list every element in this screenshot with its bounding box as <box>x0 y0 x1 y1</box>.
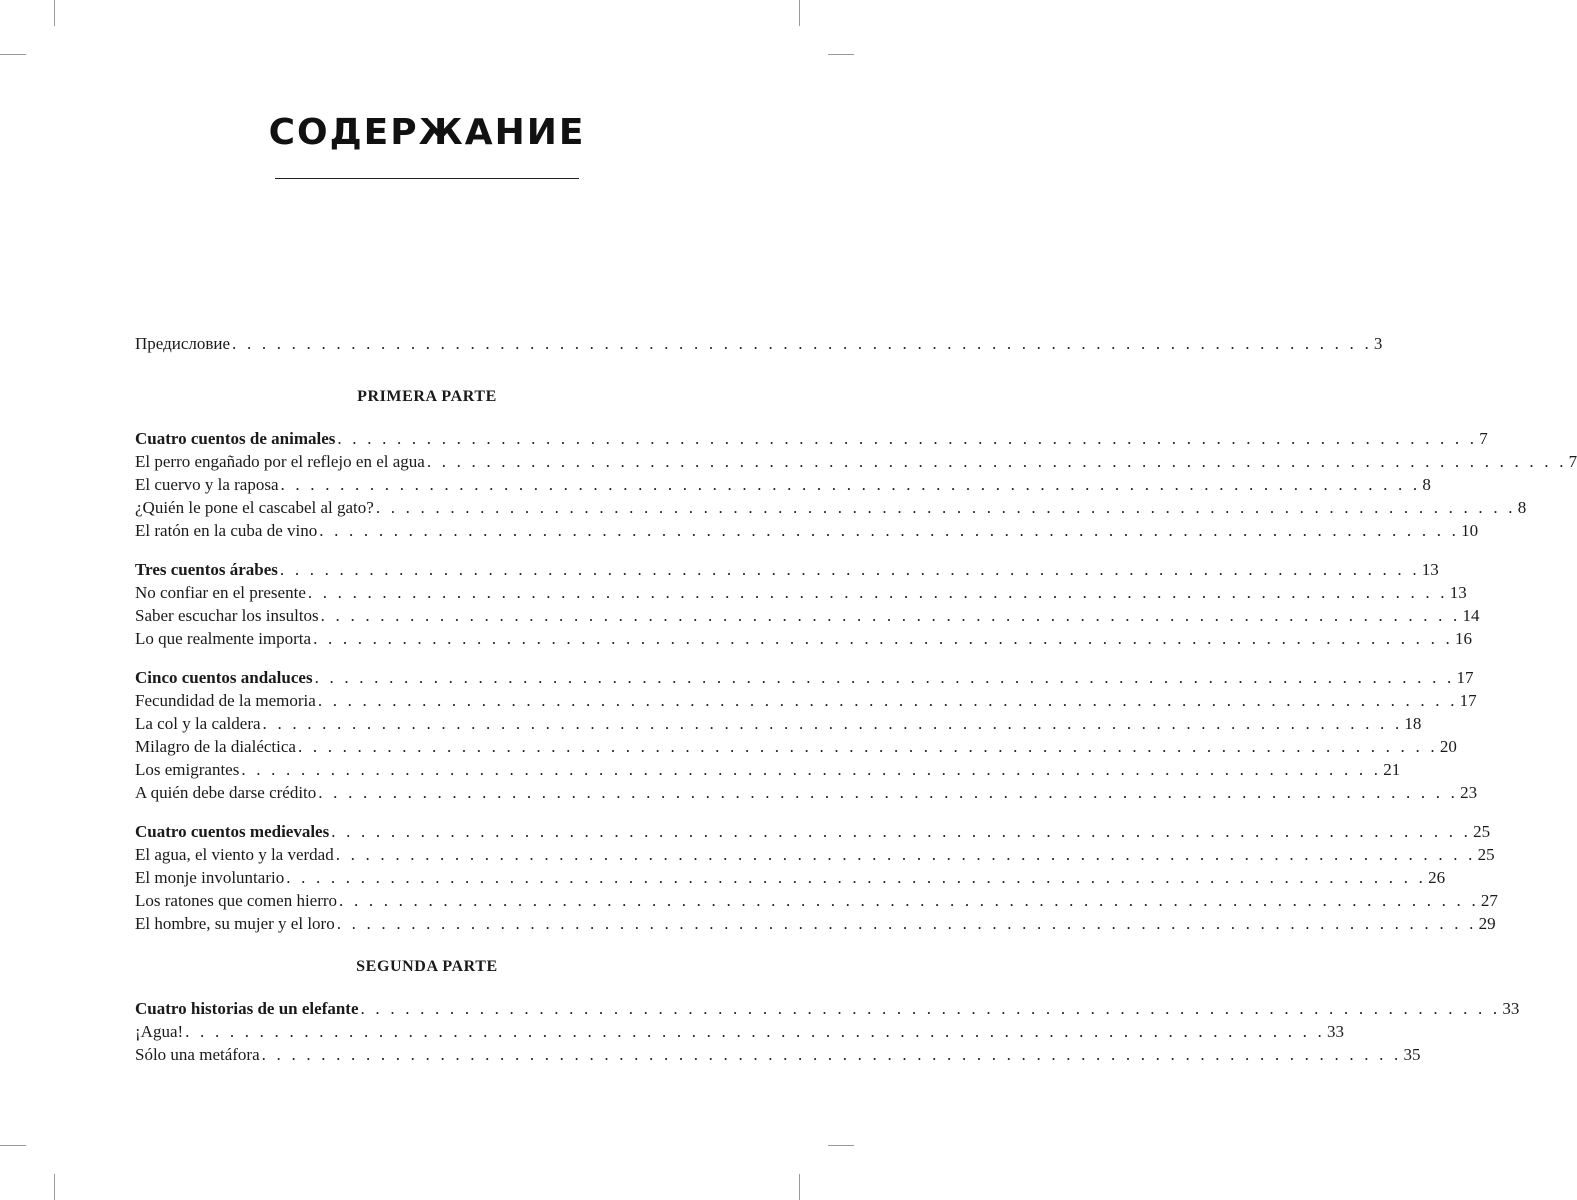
entry-label: Saber escuchar los insultos <box>135 606 319 625</box>
toc-entry[interactable] <box>135 1043 1421 1066</box>
toc-section-title[interactable] <box>135 558 1439 581</box>
dot-leader: . . . . . . . . . . . . . . . . . . . . . . . . . . . . . . . . . . . . . . . . . . . . . . . . . . . . . . . . . . . . . . . . . . . . . . . . . . . . . <box>317 691 1458 710</box>
dot-leader: . . . . . . . . . . . . . . . . . . . . . . . . . . . . . . . . . . . . . . . . . . . . . . . . . . . . . . . . . . . . . . . . . . . . . . . . . . . . . <box>297 737 1438 756</box>
page-number: 8 <box>1517 498 1527 517</box>
part-heading: SEGUNDA PARTE <box>356 958 498 975</box>
dot-leader: . . . . . . . . . . . . . . . . . . . . . . . . . . . . . . . . . . . . . . . . . . . . . . . . . . . . . . . . . . . . . . . . . . . . . . . . . . . . . <box>360 999 1501 1018</box>
crop-mark <box>828 54 854 55</box>
dot-leader: . . . . . . . . . . . . . . . . . . . . . . . . . . . . . . . . . . . . . . . . . . . . . . . . . . . . . . . . . . . . . . . . . . . . . . . . . . . . . <box>262 714 1403 733</box>
dot-leader: . . . . . . . . . . . . . . . . . . . . . . . . . . . . . . . . . . . . . . . . . . . . . . . . . . . . . . . . . . . . . . . . . . . . . . . . . . . . . <box>280 475 1421 494</box>
page-number: 33 <box>1327 1022 1345 1041</box>
page-number: 29 <box>1478 914 1496 933</box>
toc-section-title[interactable] <box>135 666 1474 689</box>
page-number: 7 <box>1479 429 1488 448</box>
entry-label: Cuatro cuentos de animales <box>135 429 336 448</box>
page-number: 18 <box>1404 714 1422 733</box>
page-number: 13 <box>1449 583 1467 602</box>
entry-label: Sólo una metáfora <box>135 1045 260 1064</box>
entry-label: Milagro de la dialéctica <box>135 737 296 756</box>
page-number: 23 <box>1460 783 1478 802</box>
entry-label: El monje involuntario <box>135 868 285 887</box>
page-number: 26 <box>1428 868 1446 887</box>
dot-leader: . . . . . . . . . . . . . . . . . . . . . . . . . . . . . . . . . . . . . . . . . . . . . . . . . . . . . . . . . . . . . . . . . . . . . . . . . . . . . <box>279 560 1420 579</box>
page-number: 3 <box>1373 334 1383 353</box>
page-number: 13 <box>1421 560 1439 579</box>
entry-label: ¡Agua! <box>135 1022 184 1041</box>
dot-leader: . . . . . . . . . . . . . . . . . . . . . . . . . . . . . . . . . . . . . . . . . . . . . . . . . . . . . . . . . . . . . . . . . . . . . . . . . . . . . <box>375 498 1516 517</box>
toc-entry[interactable] <box>135 781 1478 804</box>
toc-entry[interactable] <box>135 604 1480 627</box>
entry-label: El hombre, su mujer y el loro <box>135 914 335 933</box>
dot-leader: . . . . . . . . . . . . . . . . . . . . . . . . . . . . . . . . . . . . . . . . . . . . . . . . . . . . . . . . . . . . . . . . . . . . . . . . . . . . . <box>185 1022 1326 1041</box>
entry-label: El ratón en la cuba de vino <box>135 521 318 540</box>
page-number: 16 <box>1454 629 1472 648</box>
dot-leader: . . . . . . . . . . . . . . . . . . . . . . . . . . . . . . . . . . . . . . . . . . . . . . . . . . . . . . . . . . . . . . . . . . . . . . . . . . . . . <box>307 583 1448 602</box>
page-number: 8 <box>1422 475 1431 494</box>
entry-label: El perro engañado por el reflejo en el agua <box>135 452 425 471</box>
crop-mark <box>828 1145 854 1146</box>
dot-leader: . . . . . . . . . . . . . . . . . . . . . . . . . . . . . . . . . . . . . . . . . . . . . . . . . . . . . . . . . . . . . . . . . . . . . . . . . . . . . <box>319 521 1460 540</box>
page-number: 33 <box>1502 999 1520 1018</box>
entry-label: Cuatro cuentos medievales <box>135 822 330 841</box>
part-heading: PRIMERA PARTE <box>357 388 497 405</box>
crop-mark <box>0 54 26 55</box>
toc-entry[interactable] <box>135 912 1496 935</box>
dot-leader: . . . . . . . . . . . . . . . . . . . . . . . . . . . . . . . . . . . . . . . . . . . . . . . . . . . . . . . . . . . . . . . . . . . . . . . . . . . . . <box>232 334 1372 353</box>
dot-leader: . . . . . . . . . . . . . . . . . . . . . . . . . . . . . . . . . . . . . . . . . . . . . . . . . . . . . . . . . . . . . . . . . . . . . . . . . . . . . <box>318 783 1459 802</box>
toc-entry[interactable] <box>135 689 1477 712</box>
page-title: СОДЕРЖАНИЕ <box>268 112 586 153</box>
entry-label: Cuatro historias de un elefante <box>135 999 359 1018</box>
toc-entry[interactable] <box>135 866 1446 889</box>
toc-entry[interactable] <box>135 758 1401 781</box>
entry-label: No confiar en el presente <box>135 583 306 602</box>
entry-label: Lo que realmente importa <box>135 629 312 648</box>
entry-label: Cinco cuentos andaluces <box>135 668 313 687</box>
crop-mark <box>54 1174 55 1200</box>
crop-mark <box>0 1145 26 1146</box>
entry-label: Los emigrantes <box>135 760 240 779</box>
entry-label: ¿Quién le pone el cascabel al gato? <box>135 498 374 517</box>
crop-mark <box>799 0 800 26</box>
entry-label: Tres cuentos árabes <box>135 560 278 579</box>
toc-entry[interactable] <box>135 889 1498 912</box>
page-number: 35 <box>1403 1045 1421 1064</box>
crop-mark <box>799 1174 800 1200</box>
dot-leader: . . . . . . . . . . . . . . . . . . . . . . . . . . . . . . . . . . . . . . . . . . . . . . . . . . . . . . . . . . . . . . . . . . . . . . . . . . . . . <box>320 606 1461 625</box>
page-number: 21 <box>1383 760 1401 779</box>
dot-leader: . . . . . . . . . . . . . . . . . . . . . . . . . . . . . . . . . . . . . . . . . . . . . . . . . . . . . . . . . . . . . . . . . . . . . . . . . . . . . <box>313 629 1453 648</box>
dot-leader: . . . . . . . . . . . . . . . . . . . . . . . . . . . . . . . . . . . . . . . . . . . . . . . . . . . . . . . . . . . . . . . . . . . . . . . . . . . . . <box>286 868 1427 887</box>
toc-entry[interactable] <box>135 473 1431 496</box>
page-number: 7 <box>1568 452 1577 471</box>
toc-entry[interactable] <box>135 496 1527 519</box>
dot-leader: . . . . . . . . . . . . . . . . . . . . . . . . . . . . . . . . . . . . . . . . . . . . . . . . . . . . . . . . . . . . . . . . . . . . . . . . . . . . . <box>335 845 1476 864</box>
toc-section-title[interactable] <box>135 997 1520 1020</box>
page-number: 25 <box>1473 822 1491 841</box>
dot-leader: . . . . . . . . . . . . . . . . . . . . . . . . . . . . . . . . . . . . . . . . . . . . . . . . . . . . . . . . . . . . . . . . . . . . . . . . . . . . . <box>331 822 1472 841</box>
entry-label: El cuervo y la raposa <box>135 475 279 494</box>
dot-leader: . . . . . . . . . . . . . . . . . . . . . . . . . . . . . . . . . . . . . . . . . . . . . . . . . . . . . . . . . . . . . . . . . . . . . . . . . . . . . <box>337 429 1478 448</box>
toc-entry[interactable] <box>135 1020 1345 1043</box>
dot-leader: . . . . . . . . . . . . . . . . . . . . . . . . . . . . . . . . . . . . . . . . . . . . . . . . . . . . . . . . . . . . . . . . . . . . . . . . . . . . . <box>426 452 1567 471</box>
dot-leader: . . . . . . . . . . . . . . . . . . . . . . . . . . . . . . . . . . . . . . . . . . . . . . . . . . . . . . . . . . . . . . . . . . . . . . . . . . . . . <box>336 914 1477 933</box>
toc-section-title[interactable] <box>135 820 1491 843</box>
entry-label: Fecundidad de la memoria <box>135 691 316 710</box>
toc-entry[interactable] <box>135 519 1479 542</box>
toc-entry[interactable] <box>135 843 1495 866</box>
toc-entry[interactable] <box>135 712 1422 735</box>
page-number: 27 <box>1480 891 1498 910</box>
toc-entry[interactable] <box>135 735 1457 758</box>
crop-mark <box>54 0 55 26</box>
page-number: 17 <box>1459 691 1477 710</box>
dot-leader: . . . . . . . . . . . . . . . . . . . . . . . . . . . . . . . . . . . . . . . . . . . . . . . . . . . . . . . . . . . . . . . . . . . . . . . . . . . . . <box>241 760 1382 779</box>
dot-leader: . . . . . . . . . . . . . . . . . . . . . . . . . . . . . . . . . . . . . . . . . . . . . . . . . . . . . . . . . . . . . . . . . . . . . . . . . . . . . <box>314 668 1455 687</box>
toc-entry[interactable] <box>135 627 1472 650</box>
dot-leader: . . . . . . . . . . . . . . . . . . . . . . . . . . . . . . . . . . . . . . . . . . . . . . . . . . . . . . . . . . . . . . . . . . . . . . . . . . . . . <box>339 891 1479 910</box>
entry-label: El agua, el viento y la verdad <box>135 845 334 864</box>
entry-label: A quién debe darse crédito <box>135 783 317 802</box>
entry-label: La col y la caldera <box>135 714 261 733</box>
entry-label: Los ratones que comen hierro <box>135 891 338 910</box>
page-number: 10 <box>1461 521 1479 540</box>
toc-section-title[interactable] <box>135 427 1488 450</box>
entry-label: Предисловие <box>135 334 231 353</box>
page-number: 17 <box>1456 668 1474 687</box>
title-underline <box>275 178 579 179</box>
toc-entry-preface[interactable] <box>135 332 1383 355</box>
toc-entry[interactable] <box>135 581 1467 604</box>
page-number: 25 <box>1477 845 1495 864</box>
toc-entry[interactable] <box>135 450 1577 473</box>
page-number: 14 <box>1462 606 1480 625</box>
dot-leader: . . . . . . . . . . . . . . . . . . . . . . . . . . . . . . . . . . . . . . . . . . . . . . . . . . . . . . . . . . . . . . . . . . . . . . . . . . . . . <box>261 1045 1402 1064</box>
page-number: 20 <box>1439 737 1457 756</box>
